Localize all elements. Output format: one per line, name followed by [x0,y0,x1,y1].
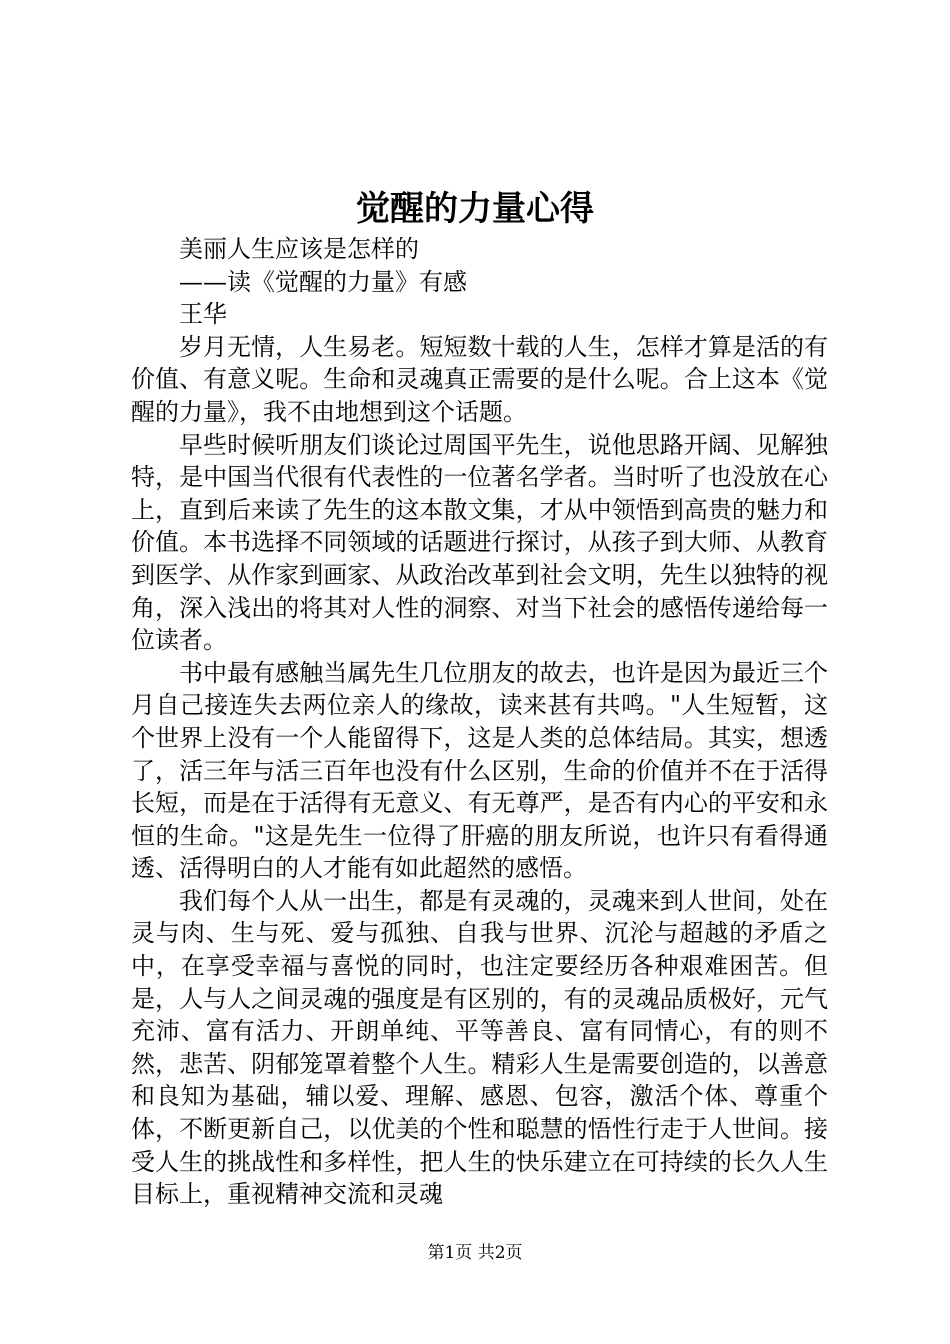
subtitle: 美丽人生应该是怎样的 [179,235,419,263]
paragraph-3: 书中最有感触当属先生几位朋友的故去，也许是因为最近三个月自己接连失去两位亲人的缘故，读来甚有共鸣。"人生短暂，这个世界上没有一个人能留得下，这是人类的总体结局。其实，想透了，活三年与活三百年也没有什么区别，生命的价值并不在于活得长短，而是在于活得有无意义、有无尊严，是否有内心的平安和永恒的生命。"这是先生一位得了肝癌的朋友所说，也许只有看得通透、活得明白的人才能有如此超然的感悟。 [131,658,828,883]
author-name: 王华 [179,300,227,329]
document-body [131,233,828,1211]
paragraph-4: 我们每个人从一出生，都是有灵魂的，灵魂来到人世间，处在灵与肉、生与死、爱与孤独、自我与世界、沉沦与超越的矛盾之中，在享受幸福与喜悦的同时，也注定要经历各种艰难困苦。但是，人与人之间灵魂的强度是有区别的，有的灵魂品质极好，元气充沛、富有活力、开朗单纯、平等善良、富有同情心，有的则不然，悲苦、阴郁笼罩着整个人生。精彩人生是需要创造的，以善意和良知为基础，辅以爱、理解、感恩、包容，激活个体、尊重个体，不断更新自己，以优美的个性和聪慧的悟性行走于人世间。接受人生的挑战性和多样性，把人生的快乐建立在可持续的长久人生目标上，重视精神交流和灵魂 [131,886,828,1209]
paragraph-1: 岁月无情，人生易老。短短数十载的人生，怎样才算是活的有价值、有意义呢。生命和灵魂真正需要的是什么呢。合上这本《觉醒的力量》，我不由地想到这个话题。 [131,332,828,426]
page-footer: 第1页 共2页 [427,1243,523,1263]
document-title: 觉醒的力量心得 [356,189,594,229]
paragraph-2: 早些时候听朋友们谈论过周国平先生，说他思路开阔、见解独特，是中国当代很有代表性的一位著名学者。当时听了也没放在心上，直到后来读了先生的这本散文集，才从中领悟到高贵的魅力和价值。本书选择不同领域的话题进行探讨，从孩子到大师、从教育到医学、从作家到画家、从政治改革到社会文明，先生以独特的视角，深入浅出的将其对人性的洞察、对当下社会的感悟传递给每一位读者。 [131,430,828,655]
subtitle-book-reference: ——读《觉醒的力量》有感 [179,267,467,296]
